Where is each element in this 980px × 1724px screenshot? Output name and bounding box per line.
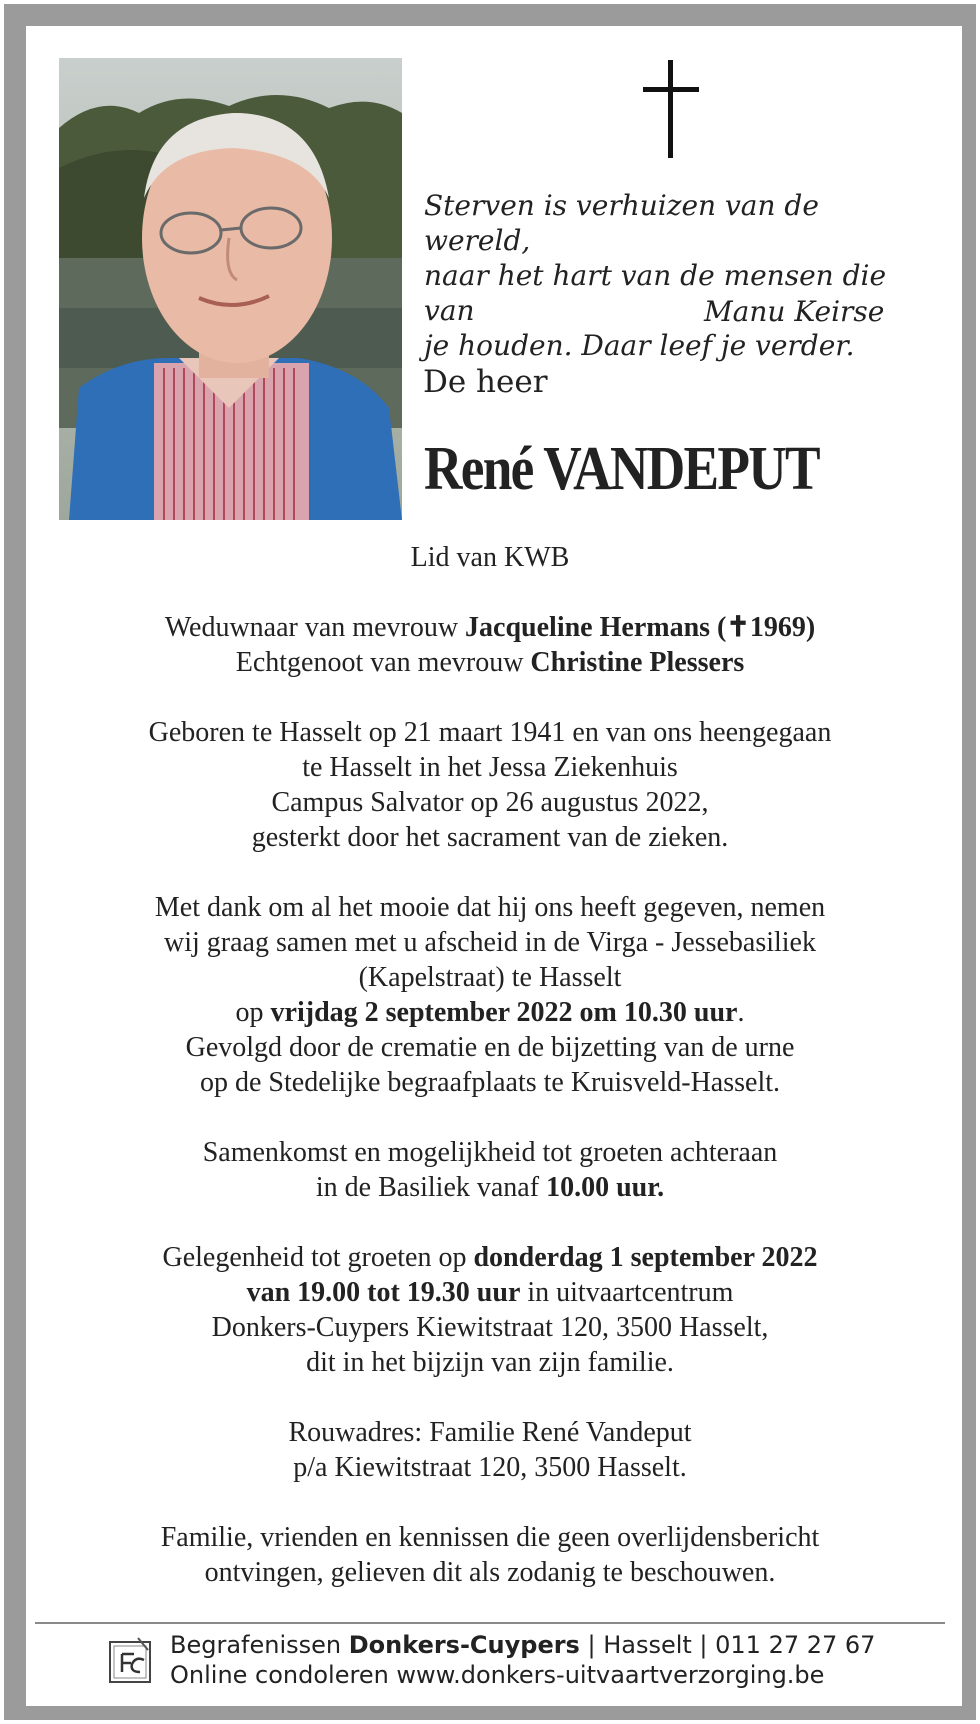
quote-line: Sterven is verhuizen van de wereld, — [424, 189, 819, 257]
spouse1-name: Jacqueline Hermans (✝1969) — [465, 612, 816, 643]
mourning-address: Rouwadres: Familie René Vandeput p/a Kiewitstraat 120, 3500 Hasselt. — [288, 1417, 692, 1483]
title-prefix: De heer — [423, 364, 548, 400]
cross-icon — [643, 60, 699, 158]
quote-line: je houden. Daar leef je verder. — [424, 329, 855, 362]
relations: Weduwnaar van mevrouw Jacqueline Hermans (✝1969) Echtgenoot van mevrouw Christine Plessers — [164, 612, 816, 678]
visitation-paragraph: Gelegenheid tot groeten op donderdag 1 september 2022 van 19.00 tot 19.30 uur in uitvaartcentrum Donkers-Cuypers Kiewitstraat 120, 3500 Hasselt, dit in het bijzijn van zijn familie. — [162, 1242, 818, 1378]
birth-death-paragraph: Geboren te Hasselt op 21 maart 1941 en van ons heengegaan te Hasselt in het Jessa Ziekenhuis Campus Salvator op 26 augustus 2022, gesterkt door het sacrament van de zieken. — [148, 717, 832, 853]
visit-date: donderdag 1 september 2022 — [473, 1242, 818, 1273]
funeral-home-footer — [170, 1630, 875, 1690]
closing-note: Familie, vrienden en kennissen die geen overlijdensbericht ontvingen, gelieven dit als zodanig te beschouwen. — [160, 1522, 820, 1588]
announcement-body — [40, 540, 940, 1625]
gathering-time: 10.00 uur. — [546, 1172, 665, 1203]
visit-time: van 19.00 tot 19.30 uur — [246, 1277, 521, 1308]
company-logo-icon — [108, 1636, 154, 1684]
spouse2-name: Christine Plessers — [530, 647, 745, 678]
quote — [424, 188, 894, 363]
footer-condolence-link[interactable]: Online condoleren www.donkers-uitvaartverzorging.be — [170, 1661, 825, 1689]
footer-divider — [35, 1622, 945, 1624]
service-paragraph: Met dank om al het mooie dat hij ons heeft gegeven, nemen wij graag samen met u afscheid in de Virga - Jessebasiliek (Kapelstraat) te Hasselt op vrijdag 2 september 2022 om 10.30 uur. Gevolgd door de crematie en de bijzetting van de urne op de Stedelijke begraafplaats te Kruisveld-Hasselt. — [154, 892, 826, 1098]
membership: Lid van KWB — [410, 542, 570, 573]
deceased-name: René VANDEPUT — [424, 435, 819, 503]
service-date: vrijdag 2 september 2022 om 10.30 uur — [270, 997, 738, 1028]
quote-line: naar het hart van de mensen die van — [424, 259, 887, 327]
gathering-paragraph: Samenkomst en mogelijkheid tot groeten achteraan in de Basiliek vanaf 10.00 uur. — [202, 1137, 778, 1203]
portrait-photo — [59, 58, 402, 520]
footer-line1: Begrafenissen Donkers-Cuypers | Hasselt | 011 27 27 67 — [170, 1631, 876, 1659]
company-name: Donkers-Cuypers — [348, 1631, 580, 1659]
quote-author: Manu Keirse — [704, 295, 885, 328]
